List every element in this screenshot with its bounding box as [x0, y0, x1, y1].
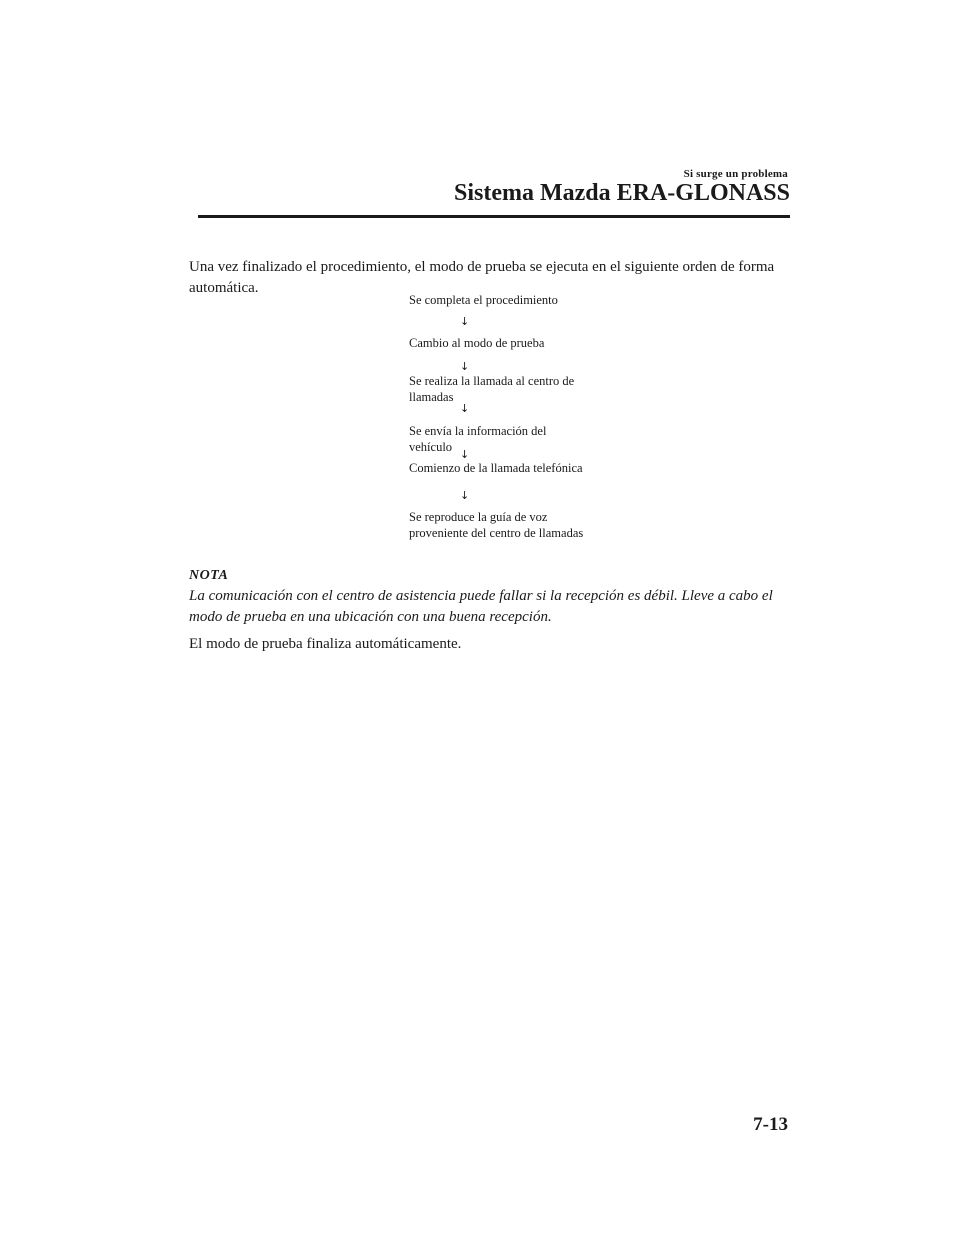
page-number: 7-13	[753, 1114, 788, 1135]
flow-step-6: Se reproduce la guía de voz proveniente del centro de llamadas	[409, 510, 584, 540]
flow-step-2: Cambio al modo de prueba	[409, 336, 545, 350]
note-heading: NOTA	[189, 568, 229, 583]
chapter-title: Sistema Mazda ERA-GLONASS	[453, 180, 790, 206]
flow-arrow-icon: ↓	[460, 402, 470, 415]
flow-step-3: Se realiza la llamada al centro de llamadas	[409, 374, 575, 404]
flow-arrow-icon: ↓	[460, 315, 470, 328]
note-text: La comunicación con el centro de asistencia puede fallar si la recepción es débil. Lleve a cabo el modo de prueba en una ubicación con una buena recepción.	[189, 588, 773, 625]
flow-step-1: Se completa el procedimiento	[409, 293, 558, 307]
header-rule	[198, 215, 790, 218]
flow-arrow-icon: ↓	[460, 448, 470, 461]
section-label: Si surge un problema	[683, 168, 788, 180]
intro-paragraph: Una vez finalizado el procedimiento, el modo de prueba se ejecuta en el siguiente orden de forma automática.	[189, 259, 775, 296]
flow-step-4: Se envía la información del vehículo	[409, 424, 547, 454]
closing-paragraph: El modo de prueba finaliza automáticamente.	[189, 636, 462, 652]
flow-arrow-icon: ↓	[460, 489, 470, 502]
flow-arrow-icon: ↓	[460, 360, 470, 373]
flow-step-5: Comienzo de la llamada telefónica	[409, 461, 583, 475]
